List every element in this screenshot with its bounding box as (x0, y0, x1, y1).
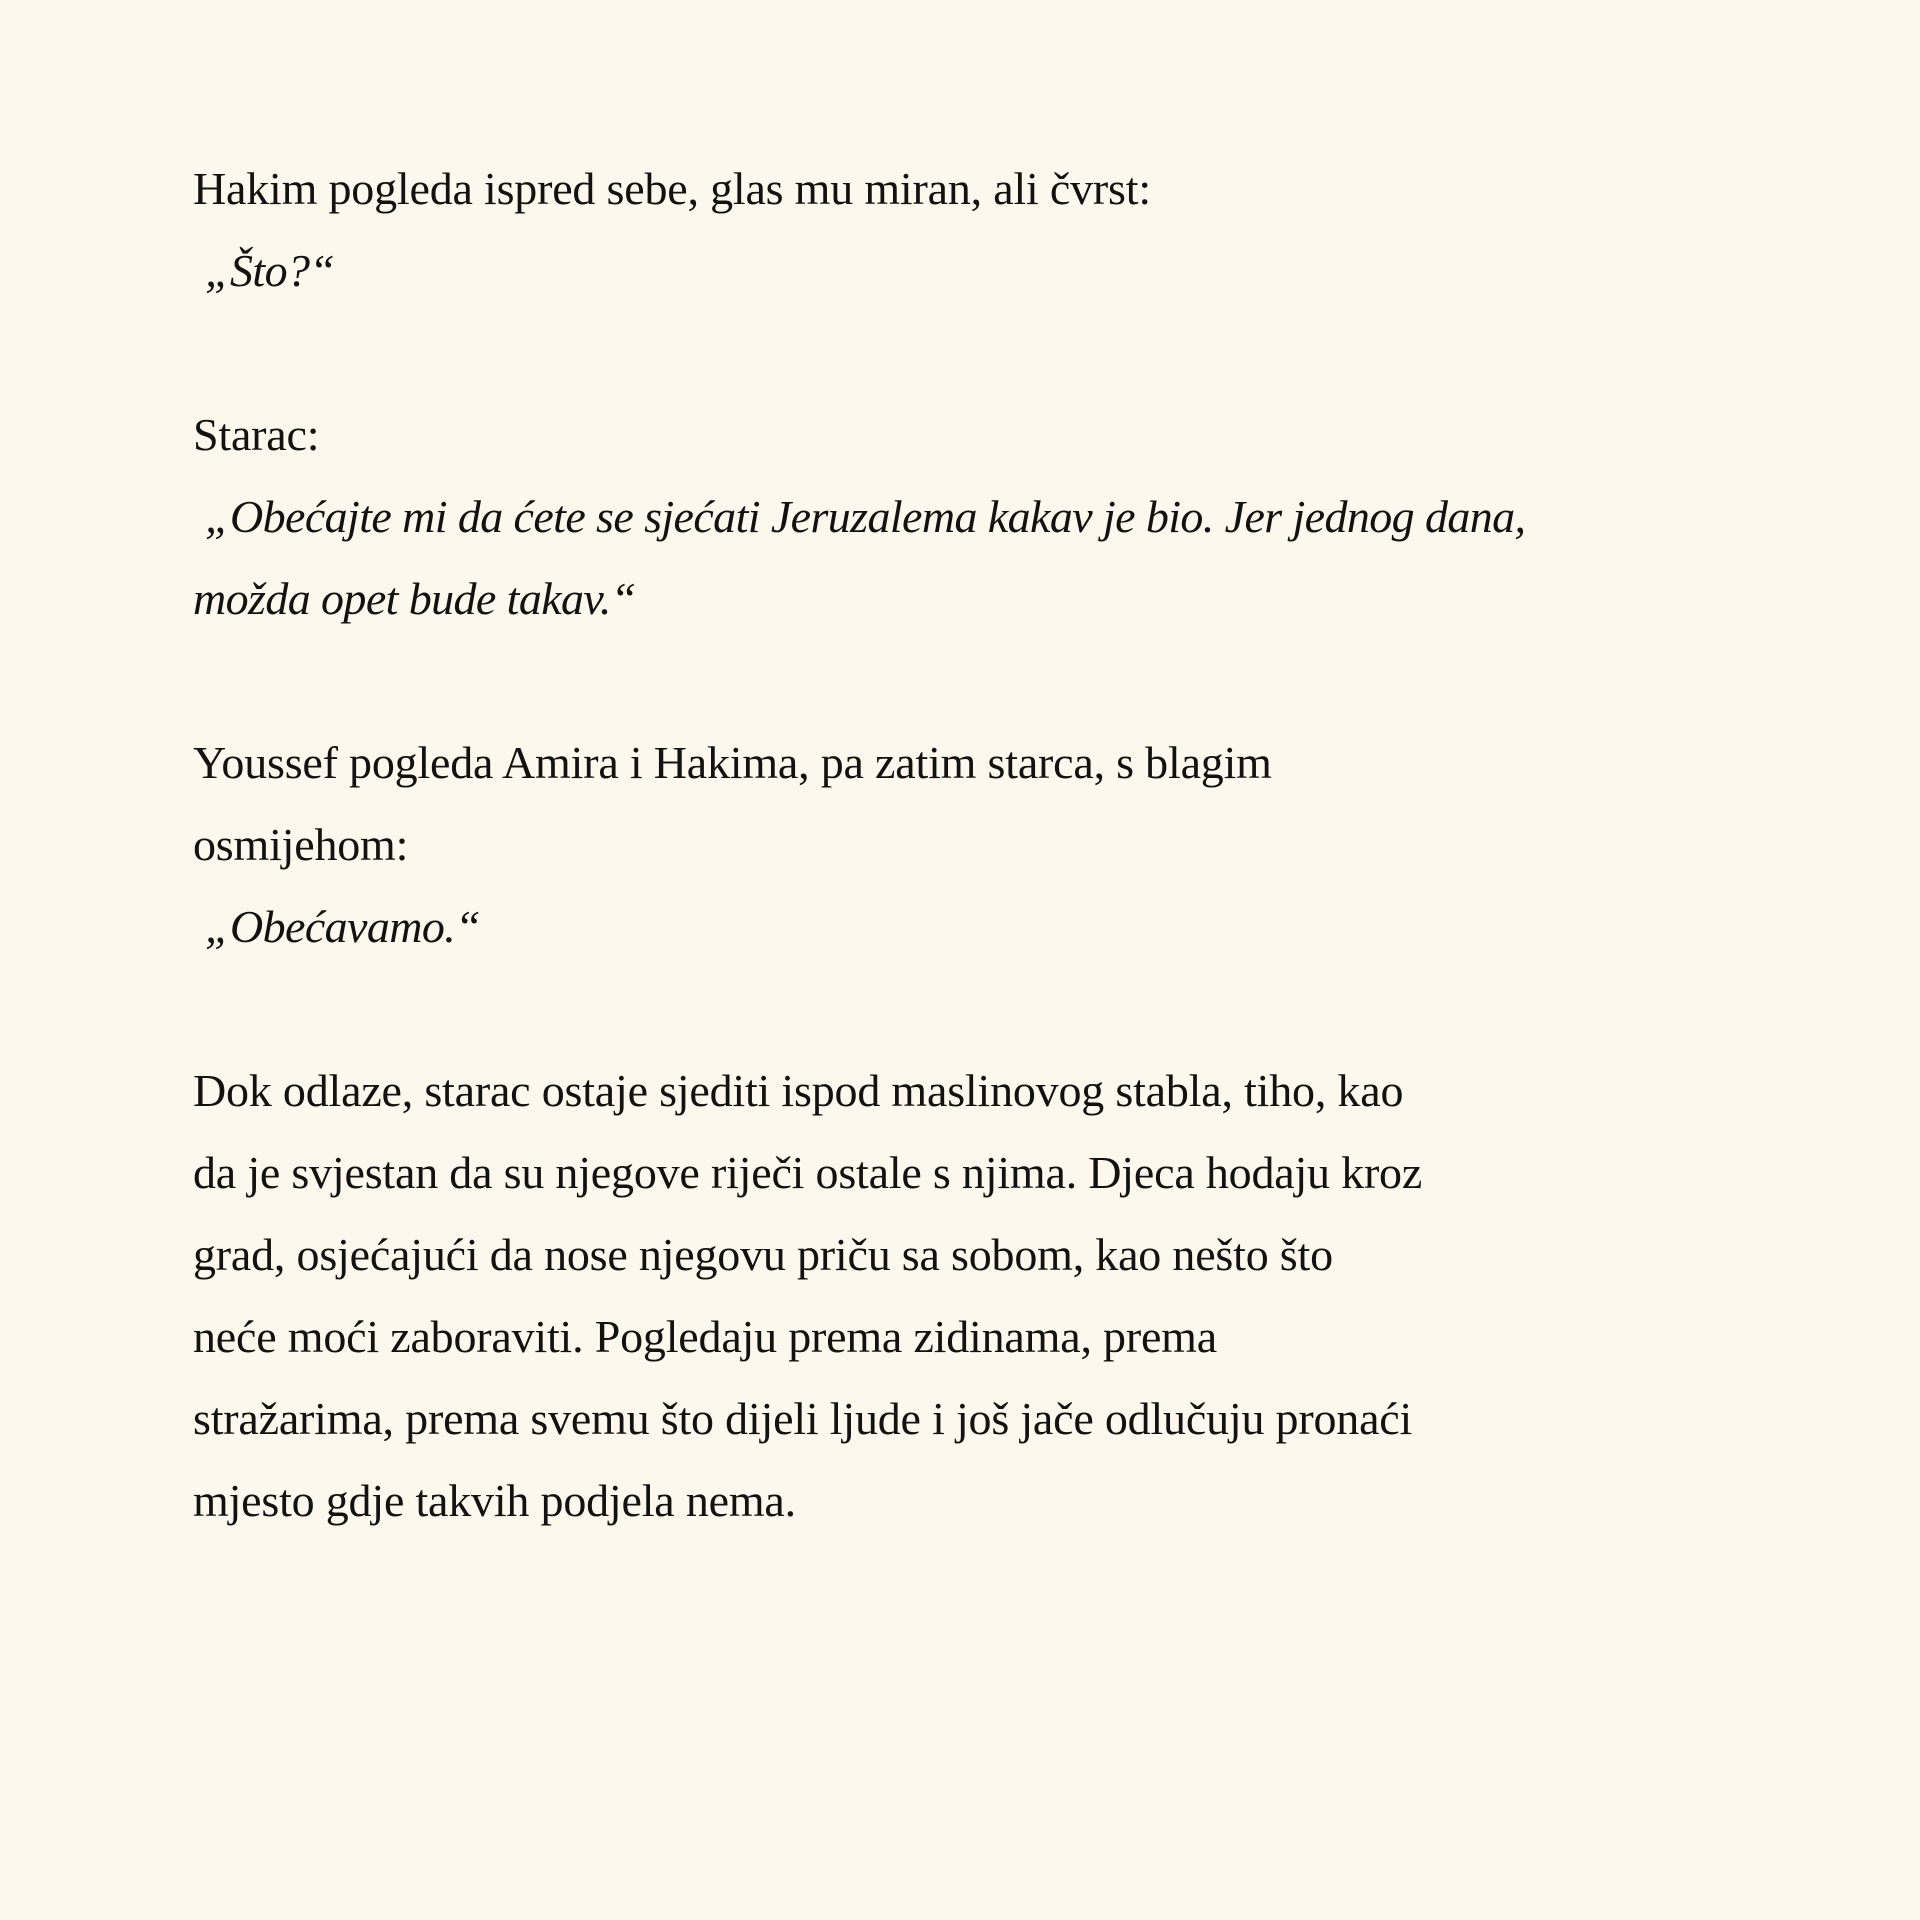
dialogue-quote: „Obećajte mi da ćete se sjećati Jeruzalema kakav je bio. Jer jednog dana, (205, 491, 1526, 542)
body-line: mjesto gdje takvih podjela nema. (193, 1475, 796, 1526)
paragraph-spacer (193, 968, 1753, 1050)
document-page (193, 148, 1753, 1542)
paragraph-hakim (193, 148, 1753, 312)
dialogue-quote: „Što?“ (205, 245, 335, 296)
paragraph-spacer (193, 640, 1753, 722)
dialogue-quote-continued: možda opet bude takav.“ (193, 573, 636, 624)
narration-line: osmijehom: (193, 819, 409, 870)
body-line: Dok odlaze, starac ostaje sjediti ispod maslinovog stabla, tiho, kao (193, 1065, 1404, 1116)
dialogue-quote: „Obećavamo.“ (205, 901, 481, 952)
paragraph-starac (193, 394, 1753, 640)
body-line: neće moći zaboraviti. Pogledaju prema zidinama, prema (193, 1311, 1217, 1362)
paragraph-spacer (193, 312, 1753, 394)
speaker-label: Starac: (193, 409, 320, 460)
body-line: da je svjestan da su njegove riječi ostale s njima. Djeca hodaju kroz (193, 1147, 1423, 1198)
body-line: stražarima, prema svemu što dijeli ljude i još jače odlučuju pronaći (193, 1393, 1413, 1444)
body-line: grad, osjećajući da nose njegovu priču sa sobom, kao nešto što (193, 1229, 1333, 1280)
paragraph-youssef (193, 722, 1753, 968)
paragraph-closing (193, 1050, 1753, 1542)
narration-line: Youssef pogleda Amira i Hakima, pa zatim starca, s blagim (193, 737, 1272, 788)
narration-line: Hakim pogleda ispred sebe, glas mu miran, ali čvrst: (193, 163, 1151, 214)
